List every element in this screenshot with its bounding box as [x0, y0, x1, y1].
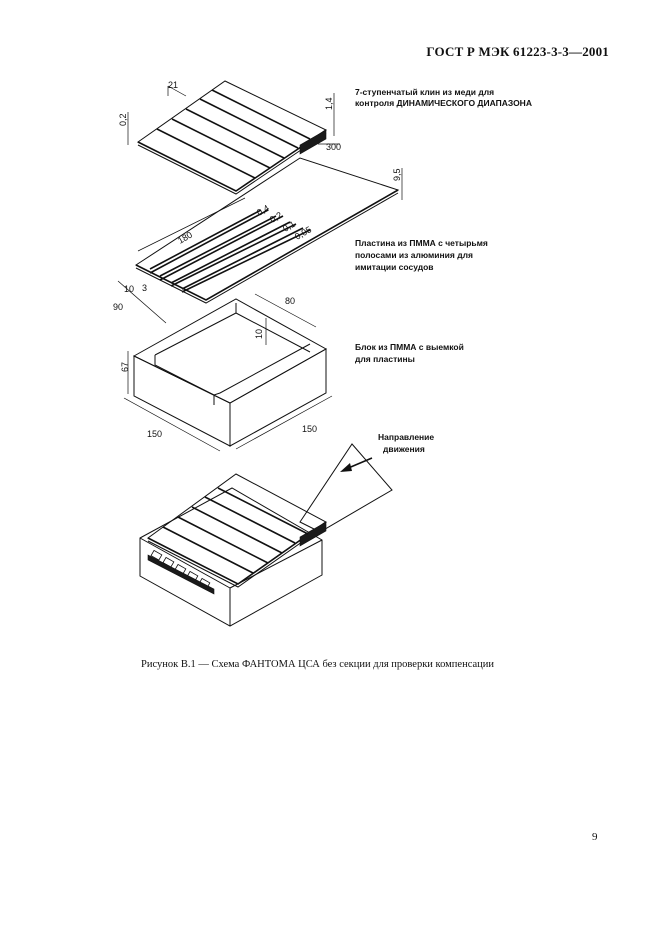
figure-caption: Рисунок B.1 — Схема ФАНТОМА ЦСА без секции для проверки компенсации	[141, 659, 495, 670]
page-number: 9	[592, 831, 598, 843]
dim-strip-width: 3	[142, 283, 148, 293]
note-direction-line2: движения	[383, 444, 425, 454]
dim-block-height: 67	[120, 361, 130, 372]
step-wedge	[138, 81, 326, 194]
dim-plate-width: 90	[113, 302, 124, 312]
dim-wedge-max: 1,4	[324, 97, 334, 110]
dim-block-width: 150	[147, 429, 163, 439]
dim-strip-c: 0,1	[281, 218, 297, 234]
dim-strip-gap: 10	[124, 284, 135, 294]
dim-groove-depth: 10	[254, 328, 264, 339]
note-plate-line3: имитации сосудов	[355, 262, 434, 272]
dim-strip-d: 0,05	[293, 224, 314, 242]
note-block-line1: Блок из ПММА с выемкой	[355, 342, 464, 352]
note-block-line2: для пластины	[355, 354, 415, 364]
dim-strip-a: 0,4	[255, 202, 271, 218]
note-plate-line1: Пластина из ПММА с четырьмя	[355, 238, 488, 248]
dim-length: 300	[326, 142, 342, 152]
pmma-block	[124, 294, 332, 451]
standard-header: ГОСТ Р МЭК 61223-3-3—2001	[426, 44, 609, 59]
note-direction-line1: Направление	[378, 432, 435, 442]
note-wedge-line2: контроля ДИНАМИЧЕСКОГО ДИАПАЗОНА	[355, 98, 532, 108]
dim-strip-length: 180	[176, 229, 195, 246]
dim-groove-width: 80	[285, 296, 296, 306]
note-plate-line2: полосами из алюминия для	[355, 250, 473, 260]
dim-plate-thickness: 9,5	[392, 168, 402, 181]
dim-wedge-step: 21	[168, 80, 179, 90]
assembled-phantom	[140, 444, 392, 626]
note-wedge-line1: 7-ступенчатый клин из меди для	[355, 87, 495, 97]
dim-strip-b: 0,2	[268, 209, 284, 225]
dim-block-depth: 150	[302, 424, 318, 434]
dim-wedge-min: 0,2	[118, 113, 128, 126]
